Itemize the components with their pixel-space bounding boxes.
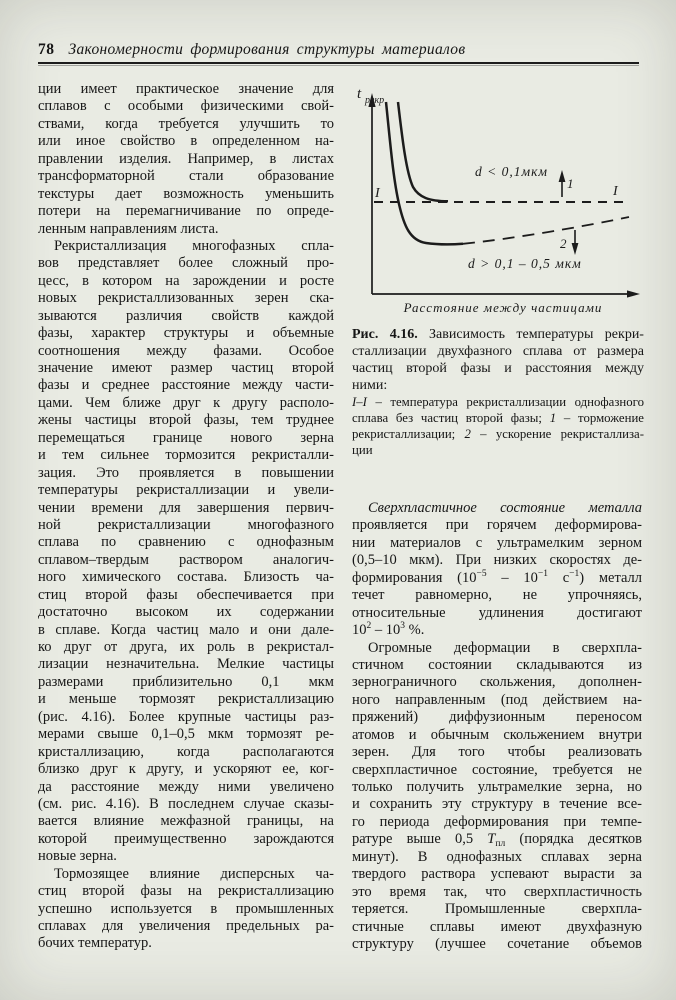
text-line: кристаллизацию, когда располагаются: [38, 743, 334, 760]
text-line: пряжений) диффузионным переносом: [352, 709, 642, 726]
text-line: цесс, в котором на зарождении и росте: [38, 272, 334, 289]
text-line: стичные сплавы имеют двухфазную: [352, 918, 642, 935]
text-line: атомов и обычным скольжением внутри: [352, 726, 642, 743]
text-line: Сверхпластичное состояние металла: [368, 500, 642, 516]
text-line: да расстояние между ними увеличено: [38, 778, 334, 795]
right-column: [352, 500, 642, 953]
text-line: сплавом–твердым раствором аналогич-: [38, 551, 334, 568]
text-line: сплава по сравнению с однофазным: [38, 534, 334, 551]
text-line: только получить ультрамелкие зерна, но: [352, 779, 642, 795]
text-line: размерами приблизительно 0,1 мкм: [38, 673, 334, 690]
text-line: близко друг к другу, и ускоряют ее, ког-: [38, 761, 334, 778]
arrow-down-label: 2: [560, 236, 567, 251]
text-line: ленным направлениям листа.: [38, 220, 219, 237]
y-axis-label-sub: рекр: [365, 95, 385, 106]
text-line: ратуре выше 0,5 $Т_{пл}$ (порядка десятков: [352, 831, 642, 850]
arrow-down-2-head-icon: [572, 243, 579, 255]
figure-4-16: [346, 84, 642, 316]
text-line: Огромные деформации в сверхпла-: [368, 639, 642, 656]
arrow-up-1-head-icon: [559, 170, 566, 182]
text-line: стиц второй фазы обеспечивается при: [38, 586, 334, 603]
text-line: ними:: [352, 378, 388, 393]
text-line: значение имеют размер частиц второй: [38, 360, 334, 376]
text-line: сплава без частиц второй фазы; 1 – торможение: [352, 411, 644, 425]
text-line: фазы и среднее расстояние между части-: [38, 377, 334, 394]
text-line: и меньше тормозят рекристаллизацию: [38, 691, 334, 708]
text-line: зерен. Для того чтобы реализовать: [352, 744, 642, 761]
text-line: в сплаве. Когда частиц мало и они дале-: [38, 621, 334, 638]
paragraph: [352, 640, 642, 954]
text-line: зываются различия свойств каждой: [38, 307, 334, 324]
ref-line-label-right: I: [613, 184, 618, 199]
text-line: зернограничного скольжения, дополнен-: [352, 674, 642, 691]
text-line: правлении изделия. Например, в листах: [38, 150, 334, 167]
text-line: перемещаться границе нового зерна: [38, 429, 334, 446]
text-line: (рис. 4.16). Более крупные частицы раз-: [38, 708, 334, 725]
text-line: цами. Чем ближе друг к другу располо-: [38, 394, 334, 411]
text-line: ции: [352, 443, 373, 457]
text-line: жены частицы второй фазы, тем труднее: [38, 412, 334, 429]
text-line: течет равномерно, не упрочняясь,: [352, 587, 642, 604]
text-line: температуры рекристаллизации и увели-: [38, 482, 334, 499]
ref-line-label-left: I: [375, 186, 380, 201]
text-line: которой преимущественно зарождаются: [38, 830, 334, 847]
text-line: трансформаторной стали образование: [38, 168, 334, 185]
text-line: вается влияние межфазной границы, на: [38, 813, 334, 830]
text-line: текстуры дает возможность уменьшить: [38, 185, 334, 202]
running-title: Закономерности формирования структуры материалов: [68, 41, 466, 58]
text-line: I–I – температура рекристаллизации однофазного: [352, 395, 644, 409]
text-line: успешно используется в промышленных: [38, 900, 334, 917]
paragraph: [38, 81, 334, 238]
text-line: формирования ($10^{-5} - 10^{-1}$ $с^{-1}$) металл: [352, 568, 642, 586]
text-line: ного направленным (под действием на-: [352, 691, 642, 708]
page-number: 78: [38, 41, 55, 58]
text-line: и тем сильнее тормозится рекристалли-: [38, 447, 334, 464]
lower-curve-label: d > 0,1 – 0,5 мкм: [468, 256, 582, 271]
recrystallization-chart: [346, 84, 642, 316]
text-line: частиц второй фазы и расстояния между: [352, 361, 644, 376]
upper-curve-label: d < 0,1мкм: [475, 164, 549, 179]
text-line: сплавов с особыми физическими свой-: [38, 98, 334, 115]
text-line: вов представляет более сложный про-: [38, 255, 334, 272]
paragraph: [38, 866, 334, 953]
paragraph: [38, 238, 334, 866]
header-rule: [38, 62, 639, 64]
text-line: лизации незначительна. Мелкие частицы: [38, 656, 334, 673]
text-line: структуру (лучшее сочетание объемов: [352, 935, 642, 952]
text-line: новых рекристаллизованных зерен ска-: [38, 290, 334, 307]
text-line: мерами свыше 0,1–0,5 мкм тормозят ре-: [38, 726, 334, 743]
text-line: ной рекристаллизации многофазного: [38, 516, 334, 533]
lower-curve-dashed: [463, 217, 629, 244]
text-line: стичном состоянии складываются из: [352, 656, 642, 673]
x-axis-label: Расстояние между частицами: [403, 300, 603, 315]
text-line: это время так, что сверхпластичность: [352, 883, 642, 900]
text-line: Рис. 4.16. Зависимость температуры рекри-: [352, 327, 644, 342]
lower-curve-solid: [386, 102, 463, 244]
y-axis-label-base: t: [357, 86, 362, 102]
text-line: Тормозящее влияние дисперсных ча-: [54, 865, 334, 882]
text-line: стиц второй фазы на рекристаллизацию: [38, 883, 334, 900]
page-header: [38, 41, 638, 59]
text-line: (см. рис. 4.16). В последнем случае сказы-: [38, 795, 334, 812]
text-line: бочих температур.: [38, 935, 152, 952]
text-line: ко друг от друга, их роль в рекристал-: [38, 639, 334, 655]
text-line: фазы, характер структуры и объемные: [38, 325, 334, 342]
text-line: нии материалов с ультрамелким зерном: [352, 534, 642, 551]
text-line: $10^2 - 10^3$ %.: [352, 621, 425, 639]
text-line: Рекристаллизация многофазных спла-: [54, 237, 334, 254]
upper-curve: [398, 102, 448, 201]
text-line: новые зерна.: [38, 848, 117, 865]
text-line: чении времени для завершения первич-: [38, 499, 334, 516]
text-line: теряется. Промышленные сверхпла-: [352, 901, 642, 918]
text-line: зация. Это проявляется в повышении: [38, 464, 334, 481]
caption-note: [352, 394, 644, 458]
arrow-up-label: 1: [567, 176, 574, 191]
text-line: достаточно высоком их содержании: [38, 604, 334, 621]
text-line: сплавах для увеличения предельных ра-: [38, 918, 334, 934]
text-line: твердого раствора успевают вырасти за: [352, 866, 642, 883]
text-line: ствами, когда требуется улучшить то: [38, 115, 334, 132]
text-line: соотношения между фазами. Особое: [38, 342, 334, 359]
figure-caption: [352, 326, 644, 458]
text-line: го периода деформирования при темпе-: [352, 813, 642, 830]
text-line: и сохранить эту структуру в течение все-: [352, 796, 642, 813]
x-axis-arrow-icon: [627, 290, 640, 297]
text-line: (0,5–10 мкм). При низких скоростях де-: [352, 552, 642, 569]
caption-main: [352, 326, 644, 394]
text-line: потери на перемагничивание по опреде-: [38, 203, 334, 220]
text-line: или иное свойство в определенном на-: [38, 133, 334, 150]
text-line: сверхпластичное состояние, требуется не: [352, 761, 642, 778]
text-line: минут). В однофазных сплавах зерна: [352, 848, 642, 865]
text-line: рекристаллизации; 2 – ускорение рекристаллиза-: [352, 427, 645, 441]
text-line: ного химического состава. Близость ча-: [38, 569, 334, 586]
text-line: проявляется при горячем деформирова-: [352, 517, 642, 534]
paragraph: [352, 500, 642, 640]
text-line: относительные удлинения достигают: [352, 604, 642, 621]
text-line: ции имеет практическое значение для: [38, 81, 334, 97]
text-line: сталлизации двухфазного сплава от размера: [352, 344, 644, 359]
left-column: [38, 81, 334, 953]
